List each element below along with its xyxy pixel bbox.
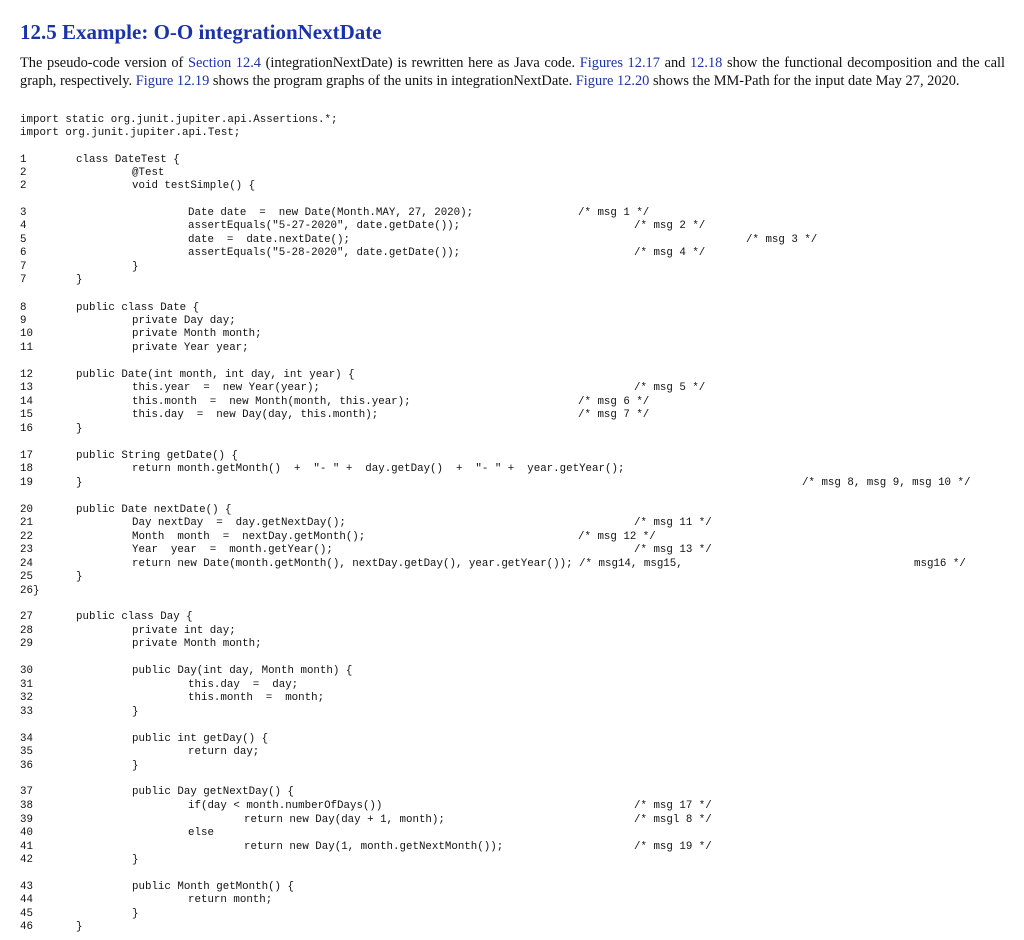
line-number: 35 [20, 746, 33, 758]
code-line: } [76, 423, 83, 435]
intro-text: (integrationNextDate) is rewritten here as Java code. [260, 55, 580, 71]
line-number: 22 [20, 531, 33, 543]
code-line: private Month month; [132, 638, 262, 650]
code-line: return month; [188, 894, 273, 906]
line-number: 19 [20, 477, 33, 489]
code-line: } [76, 477, 83, 489]
code-line: Month month = nextDay.getMonth(); [132, 531, 366, 543]
code-line: if(day < month.numberOfDays()) [188, 800, 383, 812]
msg-comment: /* msg 1 */ [578, 207, 650, 219]
msg-comment: /* msg 17 */ [634, 800, 712, 812]
line-number: 45 [20, 908, 33, 920]
msg-comment: /* msg 7 */ [578, 409, 650, 421]
intro-text: shows the program graphs of the units in integrationNextDate. [209, 73, 576, 89]
code-line: } [76, 921, 83, 933]
code-line: this.month = new Month(month, this.year); [132, 396, 411, 408]
line-number: 43 [20, 881, 33, 893]
intro-text: shows the MM-Path for the input date May 27, 2020. [649, 73, 960, 89]
code-line: this.day = new Day(day, this.month); [132, 409, 379, 421]
code-line: private int day; [132, 625, 236, 637]
code-line: public int getDay() { [132, 733, 269, 745]
code-line: assertEquals("5-27-2020", date.getDate()); [188, 220, 461, 232]
code-line: } [132, 854, 139, 866]
line-number: 37 [20, 786, 33, 798]
code-line: public class Day { [76, 611, 193, 623]
code-line: public Month getMonth() { [132, 881, 294, 893]
line-number: 25 [20, 571, 33, 583]
line-number: 1 [20, 154, 27, 166]
code-line: void testSimple() { [132, 180, 256, 192]
import-line: import static org.junit.jupiter.api.Assertions.*; [20, 114, 338, 126]
line-number: 36 [20, 760, 33, 772]
line-number: 23 [20, 544, 33, 556]
code-line: private Year year; [132, 342, 249, 354]
line-number: 12 [20, 369, 33, 381]
line-number: 2 [20, 167, 27, 179]
section-heading: 12.5 Example: O-O integrationNextDate [20, 20, 382, 44]
code-line: } [76, 274, 83, 286]
line-number: 7 [20, 261, 27, 273]
code-line: public String getDate() { [76, 450, 238, 462]
line-number: 29 [20, 638, 33, 650]
line-number: 31 [20, 679, 33, 691]
msg-comment: /* msg 5 */ [634, 382, 706, 394]
code-line: } [132, 261, 139, 273]
line-number: 33 [20, 706, 33, 718]
line-number: 21 [20, 517, 33, 529]
line-number: 26} [20, 585, 40, 597]
code-line: public class Date { [76, 302, 200, 314]
code-line: return new Day(day + 1, month); [244, 814, 445, 826]
line-number: 4 [20, 220, 27, 232]
line-number: 17 [20, 450, 33, 462]
code-line: public Date(int month, int day, int year) { [76, 369, 355, 381]
line-number: 20 [20, 504, 33, 516]
line-number: 38 [20, 800, 33, 812]
code-line: this.day = day; [188, 679, 299, 691]
line-number: 28 [20, 625, 33, 637]
line-number: 24 [20, 558, 33, 570]
msg-comment: /* msg 4 */ [634, 247, 706, 259]
code-line: assertEquals("5-28-2020", date.getDate()); [188, 247, 461, 259]
code-line: public Day(int day, Month month) { [132, 665, 353, 677]
line-number: 27 [20, 611, 33, 623]
code-line: this.month = month; [188, 692, 325, 704]
code-line: date = date.nextDate(); [188, 234, 350, 246]
line-number: 13 [20, 382, 33, 394]
line-number: 46 [20, 921, 33, 933]
code-line: } [132, 908, 139, 920]
msg-comment: /* msg 11 */ [634, 517, 712, 529]
code-line: } [76, 571, 83, 583]
msg-comment: msg16 */ [914, 558, 966, 570]
line-number: 44 [20, 894, 33, 906]
code-line: } [132, 706, 139, 718]
code-line: class DateTest { [76, 154, 180, 166]
line-number: 9 [20, 315, 27, 327]
line-number: 8 [20, 302, 27, 314]
msg-comment: /* msg 13 */ [634, 544, 712, 556]
code-line: Day nextDay = day.getNextDay(); [132, 517, 346, 529]
msg-comment: /* msg 8, msg 9, msg 10 */ [802, 477, 971, 489]
intro-text: The pseudo-code version of [20, 55, 188, 71]
figure-12-18-link[interactable]: 12.18 [689, 55, 723, 71]
line-number: 30 [20, 665, 33, 677]
line-number: 3 [20, 207, 27, 219]
figure-12-20-link[interactable]: Figure 12.20 [575, 73, 650, 89]
msg-comment: /* msgl 8 */ [634, 814, 712, 826]
figure-12-19-link[interactable]: Figure 12.19 [135, 73, 210, 89]
line-number: 18 [20, 463, 33, 475]
line-number: 5 [20, 234, 27, 246]
code-line: public Day getNextDay() { [132, 786, 294, 798]
line-number: 39 [20, 814, 33, 826]
code-line: return new Date(month.getMonth(), nextDay.getDay(), year.getYear()); /* msg14, msg15, [132, 558, 683, 570]
import-line: import org.junit.jupiter.api.Test; [20, 127, 241, 139]
line-number: 10 [20, 328, 33, 340]
line-number: 34 [20, 733, 33, 745]
msg-comment: /* msg 2 */ [634, 220, 706, 232]
code-line: return new Day(1, month.getNextMonth()); [244, 841, 504, 853]
section-12-4-link[interactable]: Section 12.4 [188, 55, 261, 71]
line-number: 42 [20, 854, 33, 866]
code-line: Date date = new Date(Month.MAY, 27, 2020); [188, 207, 474, 219]
line-number: 15 [20, 409, 33, 421]
line-number: 7 [20, 274, 27, 286]
line-number: 6 [20, 247, 27, 259]
code-line: private Month month; [132, 328, 262, 340]
code-line: } [132, 760, 139, 772]
msg-comment: /* msg 19 */ [634, 841, 712, 853]
intro-text: and [659, 55, 690, 71]
msg-comment: /* msg 6 */ [578, 396, 650, 408]
msg-comment: /* msg 3 */ [746, 234, 818, 246]
line-number: 40 [20, 827, 33, 839]
intro-text: show the functional decomposition and the call graph, respectively. [20, 55, 1005, 89]
code-line: public Date nextDate() { [76, 504, 232, 516]
line-number: 32 [20, 692, 33, 704]
code-line: return day; [188, 746, 260, 758]
code-line: Year year = month.getYear(); [132, 544, 333, 556]
line-number: 16 [20, 423, 33, 435]
line-number: 2 [20, 180, 27, 192]
code-line: this.year = new Year(year); [132, 382, 320, 394]
figure-12-17-link[interactable]: Figures 12.17 [579, 55, 660, 71]
msg-comment: /* msg 12 */ [578, 531, 656, 543]
code-line: return month.getMonth() + "- " + day.getDay() + "- " + year.getYear(); [132, 463, 625, 475]
line-number: 11 [20, 342, 33, 354]
code-line: else [188, 827, 214, 839]
line-number: 41 [20, 841, 33, 853]
line-number: 14 [20, 396, 33, 408]
code-line: private Day day; [132, 315, 236, 327]
code-line: @Test [132, 167, 165, 179]
